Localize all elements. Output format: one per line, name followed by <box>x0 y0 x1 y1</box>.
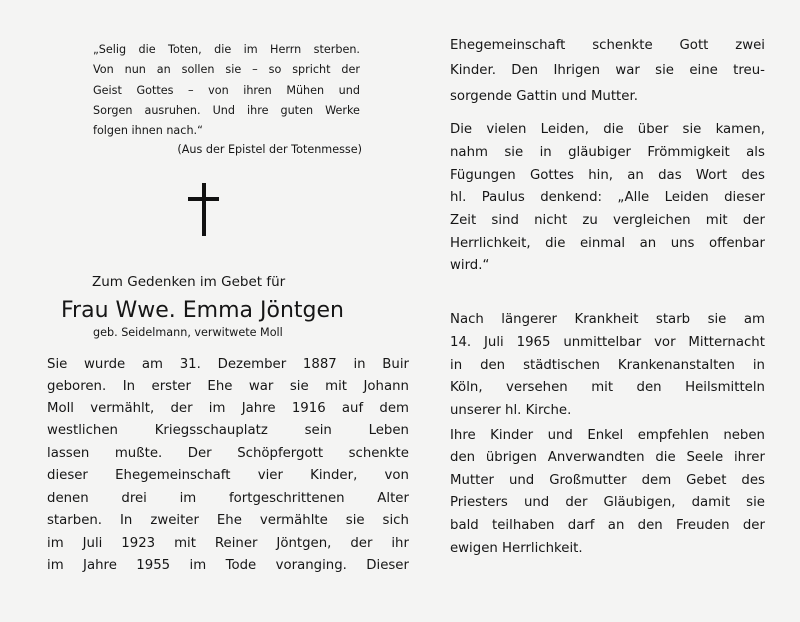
word: Alter <box>377 491 409 506</box>
word: sie <box>504 145 524 160</box>
body-line <box>450 168 765 183</box>
word: denen <box>47 491 89 506</box>
quote-attribution: (Aus der Epistel der Totenmesse) <box>177 143 362 156</box>
word: versehen <box>506 380 568 395</box>
quote-line <box>93 63 360 76</box>
word: und <box>523 495 550 510</box>
word: Fügungen <box>450 168 516 183</box>
word: darf <box>567 518 595 533</box>
word: Jahre <box>83 558 117 573</box>
word: sie <box>746 495 765 510</box>
body-line <box>450 63 765 78</box>
word: treu- <box>733 63 765 78</box>
word: Johann <box>363 379 409 394</box>
word: fortgeschrittenen <box>228 491 345 506</box>
word: sie <box>707 312 727 327</box>
word: Großmutter <box>549 473 627 488</box>
body-line <box>47 446 409 461</box>
word: drei <box>121 491 147 506</box>
word: dem <box>641 473 672 488</box>
word: einmal <box>579 236 626 251</box>
word: Ihrigen <box>553 63 601 78</box>
word: mit <box>591 380 614 395</box>
body-line <box>47 491 409 506</box>
word: 1916 <box>291 401 326 416</box>
word: Seele <box>686 450 724 465</box>
word: die <box>655 450 676 465</box>
word: Freuden <box>676 518 730 533</box>
word: den <box>637 518 663 533</box>
word: den <box>450 450 476 465</box>
word: hl. <box>450 190 467 205</box>
word: sein <box>304 423 332 438</box>
word: mit <box>174 536 196 551</box>
word: sie <box>682 122 702 137</box>
word: in <box>450 358 463 373</box>
word: über <box>637 122 669 137</box>
word: die <box>603 122 624 137</box>
word: Jahre <box>241 401 276 416</box>
word: voranging. <box>275 558 347 573</box>
word: und <box>338 84 360 97</box>
word: im <box>189 558 207 573</box>
word: Von <box>93 63 114 76</box>
word: an <box>627 168 644 183</box>
word: ihr <box>391 536 409 551</box>
body-line <box>450 518 765 533</box>
word: Juli <box>484 335 504 350</box>
word: Heilsmitteln <box>685 380 765 395</box>
word: Jöntgen, <box>276 536 332 551</box>
word: mußte. <box>114 446 163 461</box>
body-line <box>450 473 765 488</box>
word: an <box>607 518 625 533</box>
word: schenkte <box>348 446 409 461</box>
word: wurde <box>84 357 126 372</box>
word: Den <box>511 63 539 78</box>
word: sie <box>345 513 365 528</box>
word: 14. <box>450 335 472 350</box>
quote-line <box>93 84 360 97</box>
word: sie <box>289 379 309 394</box>
word: starb <box>655 312 691 327</box>
word: damit <box>691 495 731 510</box>
body-line <box>47 558 409 573</box>
word: der <box>742 518 765 533</box>
word: Zeit <box>450 213 477 228</box>
word: vergleichen <box>612 213 691 228</box>
word: lassen <box>47 446 90 461</box>
word: zu <box>582 213 598 228</box>
word: ausruhen. <box>144 104 201 117</box>
word: vielen <box>486 122 527 137</box>
word: an <box>639 236 657 251</box>
word: Die <box>450 122 473 137</box>
body-line <box>47 468 409 483</box>
word: in <box>353 357 366 372</box>
word: die <box>138 43 156 56</box>
word: Geist <box>93 84 122 97</box>
word: uns <box>670 236 695 251</box>
word: Leiden <box>664 190 709 205</box>
word: so <box>268 63 282 76</box>
word: eine <box>689 63 718 78</box>
word: war <box>248 379 274 394</box>
word: Mitternacht <box>688 335 765 350</box>
word: zweiter <box>150 513 199 528</box>
word: denkend: <box>540 190 602 205</box>
word: offenbar <box>709 236 765 251</box>
word: Gläubigen, <box>603 495 676 510</box>
word: und <box>508 473 535 488</box>
word: dieser <box>47 468 88 483</box>
word: Juli <box>82 536 103 551</box>
maiden-name: geb. Seidelmann, verwitwete Moll <box>93 326 283 339</box>
word: vermählte <box>259 513 328 528</box>
word: „Selig <box>93 43 127 56</box>
word: hin, <box>588 168 613 183</box>
word: Moll <box>47 401 74 416</box>
word: 1887 <box>302 357 337 372</box>
word: längerer <box>501 312 558 327</box>
cross-icon-horizontal <box>188 197 219 201</box>
word: In <box>122 379 136 394</box>
word: Krankheit <box>574 312 639 327</box>
body-line <box>450 495 765 510</box>
word: der <box>341 63 360 76</box>
word: bald <box>450 518 479 533</box>
word: am <box>743 312 765 327</box>
word: starben. <box>47 513 103 528</box>
body-line <box>450 190 765 205</box>
word: von <box>384 468 409 483</box>
word: im <box>179 491 197 506</box>
word: sind <box>491 213 519 228</box>
word: ihrer <box>733 450 765 465</box>
word: des <box>741 168 765 183</box>
word: Gottes <box>529 168 574 183</box>
word: gläubiger <box>568 145 632 160</box>
body-line <box>47 357 409 372</box>
word: Kinder, <box>310 468 358 483</box>
word: nahm <box>450 145 488 160</box>
body-line <box>450 335 765 350</box>
quote-line <box>93 104 360 117</box>
word: und <box>547 428 573 443</box>
body-line <box>450 312 765 327</box>
word: Ehe <box>216 513 242 528</box>
word: schenkte <box>592 38 653 53</box>
body-line <box>47 513 409 528</box>
word: kamen, <box>715 122 765 137</box>
word: Ihre <box>450 428 476 443</box>
word: Mutter <box>450 473 494 488</box>
body-line <box>47 423 409 438</box>
quote-line: folgen ihnen nach.“ <box>93 124 203 137</box>
word: vermählt, <box>90 401 155 416</box>
body-line: sorgende Gattin und Mutter. <box>450 89 638 104</box>
word: Anverwandten <box>547 450 645 465</box>
word: auf <box>341 401 364 416</box>
word: Werke <box>325 104 360 117</box>
word: in <box>539 145 552 160</box>
word: sollen <box>181 63 215 76</box>
body-line <box>450 38 765 53</box>
dedication-text: Zum Gedenken im Gebet für <box>92 274 286 290</box>
word: war <box>615 63 640 78</box>
word: Kinder. <box>450 63 496 78</box>
body-line <box>450 122 765 137</box>
word: Gott <box>679 38 709 53</box>
word: westlichen <box>47 423 118 438</box>
body-line <box>47 379 409 394</box>
word: Wort <box>695 168 728 183</box>
word: zwei <box>735 38 765 53</box>
word: an <box>156 63 171 76</box>
word: Leiden, <box>540 122 589 137</box>
body-line: unserer hl. Kirche. <box>450 403 572 418</box>
word: 31. <box>179 357 201 372</box>
word: Buir <box>382 357 409 372</box>
word: Ehegemeinschaft <box>115 468 231 483</box>
word: Schöpfergott <box>237 446 324 461</box>
word: Krankenanstalten <box>617 358 735 373</box>
word: dem <box>379 401 409 416</box>
word: sich <box>382 513 409 528</box>
word: nun <box>124 63 146 76</box>
word: in <box>752 358 765 373</box>
cross-icon-vertical <box>202 183 206 236</box>
word: im <box>208 401 226 416</box>
word: mit <box>325 379 348 394</box>
body-line <box>450 213 765 228</box>
word: 1965 <box>516 335 551 350</box>
word: Paulus <box>481 190 525 205</box>
deceased-name: Frau Wwe. Emma Jöntgen <box>61 298 344 323</box>
word: übrigen <box>485 450 537 465</box>
word: Enkel <box>587 428 624 443</box>
word: geboren. <box>47 379 107 394</box>
word: ihre <box>247 104 269 117</box>
word: mit <box>705 213 728 228</box>
word: neben <box>723 428 765 443</box>
body-line <box>47 401 409 416</box>
word: Ehegemeinschaft <box>450 38 566 53</box>
word: Reiner <box>214 536 258 551</box>
word: Nach <box>450 312 484 327</box>
body-line <box>450 450 765 465</box>
body-line <box>450 358 765 373</box>
word: nicht <box>534 213 568 228</box>
word: im <box>243 43 258 56</box>
word: Der <box>187 446 212 461</box>
word: Ehe <box>207 379 233 394</box>
word: – <box>187 84 194 97</box>
word: den <box>480 358 506 373</box>
word: sie <box>655 63 674 78</box>
word: sie <box>225 63 242 76</box>
word: ihren <box>243 84 272 97</box>
word: Gebet <box>686 473 727 488</box>
word: als <box>746 145 765 160</box>
word: Dezember <box>217 357 287 372</box>
word: Leben <box>368 423 409 438</box>
word: Kriegsschauplatz <box>154 423 268 438</box>
word: 1923 <box>121 536 156 551</box>
word: Herrn <box>270 43 302 56</box>
quote-line <box>93 43 360 56</box>
word: der <box>742 213 765 228</box>
word: des <box>741 473 765 488</box>
word: Köln, <box>450 380 483 395</box>
word: am <box>141 357 164 372</box>
word: teilhaben <box>492 518 555 533</box>
word: Sie <box>47 357 68 372</box>
word: die <box>545 236 566 251</box>
word: Sorgen <box>93 104 133 117</box>
word: der <box>170 401 193 416</box>
word: erster <box>151 379 191 394</box>
word: sterben. <box>313 43 360 56</box>
word: „Alle <box>617 190 650 205</box>
word: Frömmigkeit <box>647 145 730 160</box>
word: Herrlichkeit, <box>450 236 531 251</box>
body-line <box>450 145 765 160</box>
word: Toten, <box>168 43 202 56</box>
body-line <box>47 536 409 551</box>
body-line <box>450 428 765 443</box>
body-line: wird.“ <box>450 258 490 273</box>
word: im <box>47 558 64 573</box>
word: Tode <box>225 558 257 573</box>
word: 1955 <box>136 558 171 573</box>
word: spricht <box>292 63 331 76</box>
word: vier <box>257 468 283 483</box>
word: von <box>208 84 229 97</box>
word: im <box>47 536 64 551</box>
word: der <box>565 495 588 510</box>
word: städtischen <box>523 358 600 373</box>
word: guten <box>280 104 314 117</box>
body-line: ewigen Herrlichkeit. <box>450 541 583 556</box>
word: Dieser <box>366 558 409 573</box>
word: Priesters <box>450 495 508 510</box>
word: Und <box>212 104 235 117</box>
word: Gottes <box>136 84 174 97</box>
word: der <box>350 536 373 551</box>
word: das <box>658 168 682 183</box>
word: Kinder <box>490 428 534 443</box>
word: – <box>252 63 258 76</box>
word: die <box>214 43 232 56</box>
word: vor <box>654 335 676 350</box>
body-line <box>450 380 765 395</box>
word: Mühen <box>286 84 325 97</box>
word: unmittelbar <box>563 335 642 350</box>
word: empfehlen <box>637 428 709 443</box>
body-line <box>450 236 765 251</box>
word: dieser <box>724 190 765 205</box>
word: den <box>636 380 662 395</box>
word: In <box>120 513 133 528</box>
